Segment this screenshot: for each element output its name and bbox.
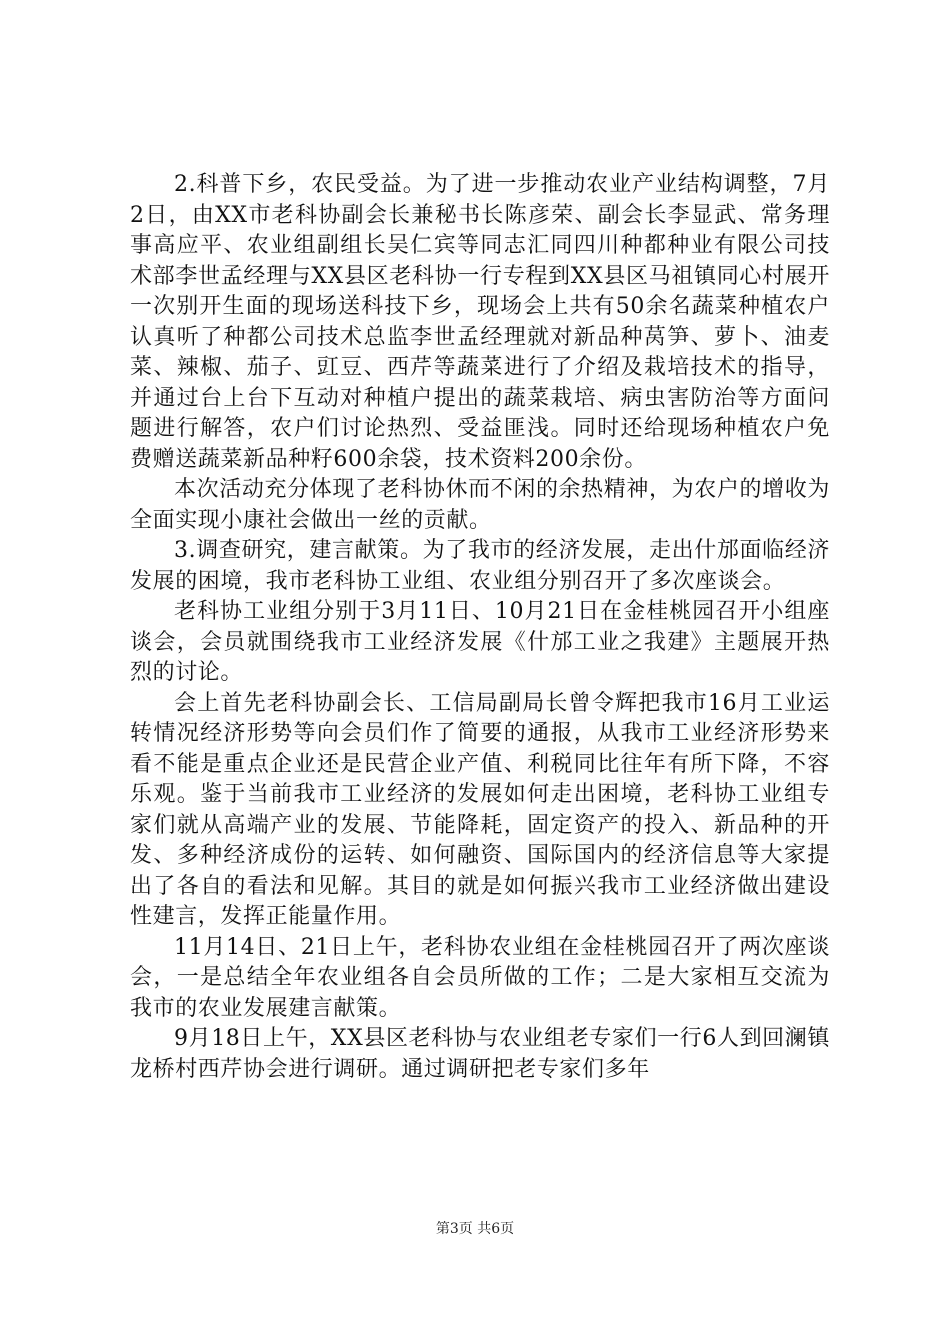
- document-body: [130, 170, 830, 1085]
- paragraph-3: 3.调查研究，建言献策。为了我市的经济发展，走出什邡面临经济发展的困境，我市老科协工业组、农业组分别召开了多次座谈会。: [130, 538, 830, 594]
- paragraph-4: 老科协工业组分别于3月11日、10月21日在金桂桃园召开小组座谈会，会员就围绕我市工业经济发展《什邡工业之我建》主题展开热烈的讨论。: [130, 599, 830, 685]
- paragraph-2: 本次活动充分体现了老科协休而不闲的余热精神，为农户的增收为全面实现小康社会做出一丝的贡献。: [130, 477, 830, 533]
- paragraph-1: 2.科普下乡，农民受益。为了进一步推动农业产业结构调整，7月2日，由XX市老科协副会长兼秘书长陈彦荣、副会长李显武、常务理事高应平、农业组副组长吴仁宾等同志汇同四川种都种业有限公司技术部李世孟经理与XX县区老科协一行专程到XX县区马祖镇同心村展开一次别开生面的现场送科技下乡，现场会上共有50余名蔬菜种植农户认真听了种都公司技术总监李世孟经理就对新品种莴笋、萝卜、油麦菜、辣椒、茄子、豇豆、西芹等蔬菜进行了介绍及栽培技术的指导，并通过台上台下互动对种植户提出的蔬菜栽培、病虫害防治等方面问题进行解答，农户们讨论热烈、受益匪浅。同时还给现场种植农户免费赠送蔬菜新品种籽600余袋，技术资料200余份。: [130, 172, 830, 472]
- page-footer: 第3页 共6页: [435, 1221, 515, 1237]
- paragraph-7: 9月18日上午，XX县区老科协与农业组老专家们一行6人到回澜镇龙桥村西芹协会进行调研。通过调研把老专家们多年: [130, 1026, 830, 1082]
- paragraph-6: 11月14日、21日上午，老科协农业组在金桂桃园召开了两次座谈会，一是总结全年农业组各自会员所做的工作；二是大家相互交流为我市的农业发展建言献策。: [130, 934, 830, 1021]
- paragraph-5: 会上首先老科协副会长、工信局副局长曾令辉把我市16月工业运转情况经济形势等向会员们作了简要的通报，从我市工业经济形势来看不能是重点企业还是民营企业产值、利税同比往年有所下降，不容乐观。鉴于当前我市工业经济的发展如何走出困境，老科协工业组专家们就从高端产业的发展、节能降耗，固定资产的投入、新品种的开发、多种经济成份的运转、如何融资、国际国内的经济信息等大家提出了各自的看法和见解。其目的就是如何振兴我市工业经济做出建设性建言，发挥正能量作用。: [130, 690, 830, 929]
